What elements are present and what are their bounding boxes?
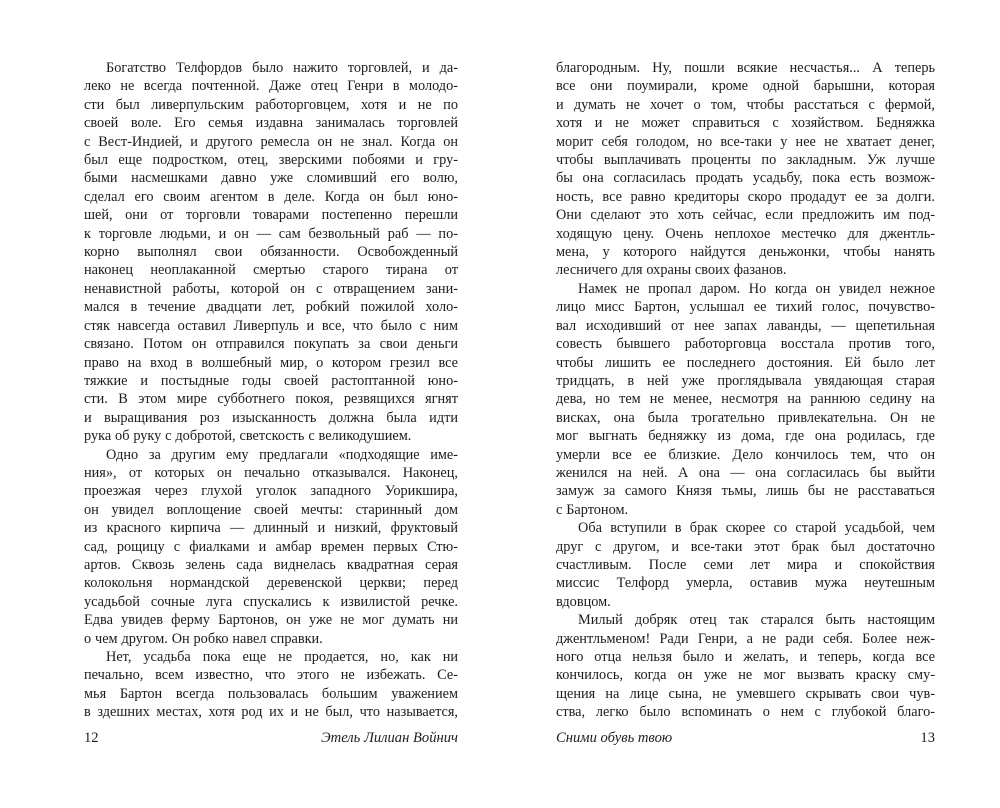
text-line: ность, все равно кредиторы скоро продадут ее за долги. (556, 188, 935, 205)
text-line: Милый добряк отец так старался быть настоящим (578, 612, 935, 629)
paragraph (556, 519, 935, 611)
text-line: щения на лице сына, не умевшего скрывать свои чув- (556, 685, 935, 702)
text-line: к торговле людьми, и он — сам безвольный раб — по- (84, 225, 458, 242)
text-line: сад, рощицу с фиалками и амбар времен первых Стю- (84, 538, 458, 555)
text-line: миссис Телфорд умерла, оставив мужа неутешным (556, 575, 935, 592)
page-number-right: 13 (920, 730, 935, 746)
text-line: Они сделают это хоть сейчас, если предложить им под- (556, 207, 935, 224)
page-right-footer (556, 729, 935, 747)
text-line: с Бартоном. (556, 501, 629, 518)
text-line: артов. Сквозь зелень сада виднелась квадратная серая (84, 556, 458, 573)
text-line: усадьбой сочные луга спускались к извилистой речке. (84, 593, 458, 610)
text-line: Едва увидев ферму Бартонов, он уже не мог думать ни (84, 612, 458, 629)
text-line: право на вход в волшебный мир, о котором грезил все (84, 354, 458, 371)
text-line: Богатство Телфордов было нажито торговлей, и да- (106, 60, 458, 76)
text-line: своей воле. Его семья издавна занималась торговлей (84, 115, 458, 132)
text-line: все они поумирали, кроме одной барышни, которая (556, 78, 935, 95)
text-line: шей, они от торговли товарами постепенно перешли (84, 207, 458, 224)
text-line: Оба вступили в брак скорее со старой усадьбой, чем (578, 520, 935, 537)
text-line: чтобы выплачивать проценты по закладным. Уж лучше (556, 152, 935, 169)
text-line: и думать не хочет о том, чтобы расстаться с фермой, (556, 96, 935, 113)
text-line: дева, но тем не менее, несмотря на раннюю седину на (556, 391, 935, 408)
text-line: сделал его своим агентом в деле. Когда он был юно- (84, 188, 458, 205)
text-line: ходящую цену. Очень неплохое местечко для джентль- (556, 225, 935, 242)
text-line: из красного кирпича — длинный и низкий, фруктовый (84, 520, 458, 537)
text-line: мена, у которого найдутся деньжонки, чтобы нанять (556, 244, 935, 261)
text-line: и выращивания роз изысканность должна была идти (84, 409, 458, 426)
page-left (84, 0, 458, 808)
text-line: бы она согласилась продать усадьбу, пока есть возмож- (556, 170, 935, 187)
text-line: колокольня нормандской деревенской церкви; перед (84, 575, 458, 592)
text-line: лесничего для охраны своих фазанов. (556, 262, 787, 279)
text-line: проезжая через глухой уголок западного Уорикшира, (84, 483, 458, 500)
text-line: мался в течение двадцати лет, робкий пожилой холо- (84, 299, 458, 316)
text-line: тридцать, в ней уже проглядывала увядающая старая (556, 372, 935, 389)
text-line: хотя и не может справиться с хозяйством. Бедняжка (556, 115, 935, 132)
paragraph (84, 648, 458, 722)
text-line: леко не всегда почтенной. Даже отец Генри в молодо- (84, 78, 458, 95)
text-line: замуж за самого Князя тьмы, лишь бы не расставаться (556, 483, 935, 500)
paragraph (556, 280, 935, 519)
text-line: друг с другом, и все-таки этот брак был достаточно (556, 538, 935, 555)
text-line: сти. В этом мире субботнего покоя, резвящихся ягнят (84, 391, 458, 408)
text-line: тяжкие и постыдные годы своей растоптанной юно- (84, 372, 458, 389)
text-line: рука об руку с добротой, светскость с великодушием. (84, 428, 412, 445)
text-line: висках, она была трогательно привлекательна. Он не (556, 409, 935, 426)
text-line: благородным. Ну, пошли всякие несчастья... А теперь (556, 60, 935, 76)
text-line: в здешних местах, хотя род их и не был, что называется, (84, 704, 458, 721)
text-line: ния», от которых он печально отказывался. Наконец, (84, 464, 458, 481)
text-line: сти был ливерпульским работорговцем, хотя и не по (84, 96, 458, 113)
text-line: наконец неоплаканной смертью старого тирана от (84, 262, 458, 279)
text-line: корно выполнял свои обязанности. Освобожденный (84, 244, 458, 261)
paragraph (84, 59, 458, 446)
text-line: с Вест-Индией, и другого ремесла он не знал. Когда он (84, 133, 458, 150)
text-line: стяк навсегда оставил Ливерпуль и все, что было с ним (84, 317, 458, 334)
text-line: Одно за другим ему предлагали «подходящие име- (106, 446, 458, 463)
text-line: о чем другом. Он робко навел справки. (84, 630, 323, 647)
page-left-footer (84, 729, 458, 747)
text-line: ного отца нельзя было и желать, и теперь, когда все (556, 649, 935, 665)
text-line: печально, всем известно, что этого не избежать. Се- (84, 667, 458, 684)
text-line: умерли все ее близкие. Дело кончилось тем, что он (556, 446, 935, 463)
text-line: лицо мисс Бартон, услышал ее тихий голос, почувство- (556, 299, 935, 316)
paragraph (84, 446, 458, 648)
text-line: Нет, усадьба пока еще не продается, но, как ни (106, 649, 458, 665)
text-line: был еще подростком, отец, зверскими побоями и гру- (84, 152, 458, 169)
text-line: быми насмешками давно уже сломивший его волю, (84, 170, 458, 187)
text-line: он увидел воплощение своей мечты: старинный дом (84, 501, 458, 518)
page-right-text (556, 59, 935, 722)
text-line: вал исходивший от нее запах лаванды, — щепетильная (556, 317, 935, 334)
text-line: счастливым. После семи лет мира и спокойствия (556, 556, 935, 573)
page-left-text (84, 59, 458, 722)
text-line: мья Бартон всегда пользовалась большим уважением (84, 685, 458, 702)
text-line: ства, легко было вспоминать о нем с глубокой благо- (556, 704, 935, 721)
paragraph (556, 59, 935, 280)
text-line: вдовцом. (556, 593, 611, 610)
paragraph (556, 611, 935, 721)
text-line: джентльменом! Ради Генри, а не ради себя. Более неж- (556, 630, 935, 647)
text-line: кончилось, когда он уже не мог вызвать краску сму- (556, 667, 935, 684)
running-title-book: Сними обувь твою (556, 730, 673, 746)
text-line: женился на ней. А она — она согласилась бы выйти (556, 464, 935, 481)
text-line: ненавистной работы, которой он с отвращением зани- (84, 280, 458, 297)
text-line: мог выгнать бедняжку из дома, где она родилась, где (556, 428, 935, 445)
text-line: связано. Потом он отправился покупать за свои деньги (84, 336, 458, 353)
text-line: чтобы лишить ее последнего достояния. Ей было лет (556, 354, 935, 371)
text-line: Намек не пропал даром. Но когда он увидел нежное (578, 280, 935, 297)
page-right (556, 0, 935, 808)
text-line: совесть бывшего работорговца восстала против того, (556, 336, 935, 353)
running-title-author: Этель Лилиан Войнич (321, 730, 458, 746)
page-number-left: 12 (84, 730, 99, 746)
text-line: морит себя голодом, но все-таки у нее не хватает денег, (556, 133, 935, 150)
